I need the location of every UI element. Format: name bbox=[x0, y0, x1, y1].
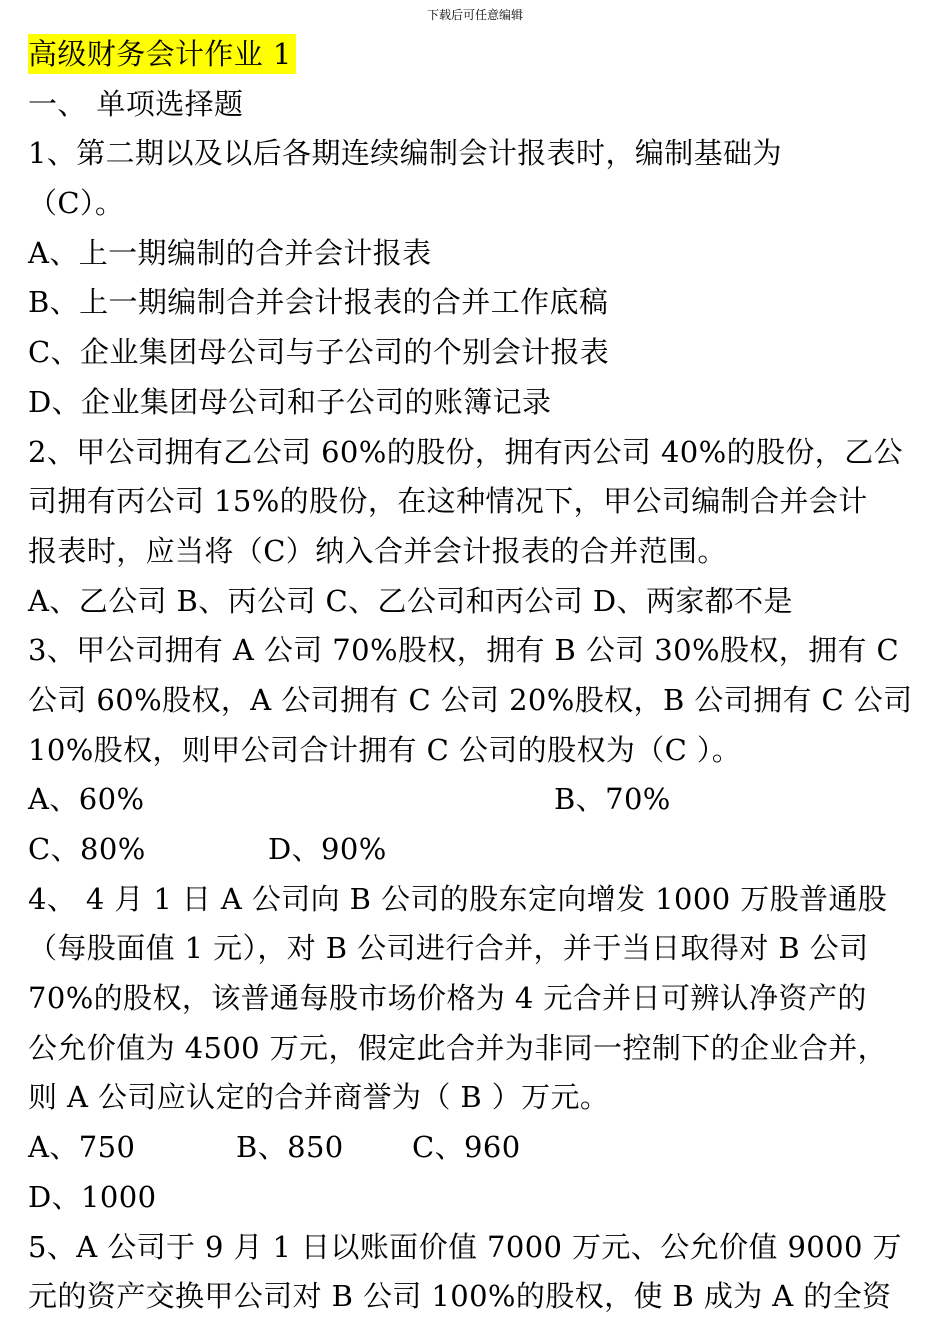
q3-stem-line-2: 公司 60%股权，A 公司拥有 C 公司 20%股权，B 公司拥有 C 公司 bbox=[28, 682, 913, 717]
q1-stem-line-1: 1、第二期以及以后各期连续编制会计报表时，编制基础为 bbox=[28, 136, 782, 171]
q4-stem-line-2: （每股面值 1 元），对 B 公司进行合并，并于当日取得对 B 公司 bbox=[28, 931, 869, 966]
q1-option-a: A、上一期编制的合并会计报表 bbox=[28, 235, 432, 270]
q4-option-a: A、750 bbox=[28, 1130, 136, 1165]
q4-stem-line-5: 则 A 公司应认定的合并商誉为（ B ）万元。 bbox=[28, 1080, 610, 1115]
document-body bbox=[28, 30, 928, 1322]
q3-stem-line-3: 10%股权，则甲公司合计拥有 C 公司的股权为（C ）。 bbox=[28, 732, 742, 767]
q1-option-b: B、上一期编制合并会计报表的合并工作底稿 bbox=[28, 285, 609, 320]
q4-option-b: B、850 bbox=[236, 1130, 344, 1165]
q1-option-c: C、企业集团母公司与子公司的个别会计报表 bbox=[28, 335, 610, 370]
page-header-note: 下载后可任意编辑 bbox=[426, 8, 523, 22]
q3-options-row-2 bbox=[28, 825, 928, 875]
q2-stem-line-3: 报表时，应当将（C）纳入合并会计报表的合并范围。 bbox=[28, 533, 727, 568]
document-title: 高级财务会计作业 1 bbox=[28, 34, 296, 74]
q5-stem-line-1: 5、A 公司于 9 月 1 日以账面价值 7000 万元、公允价值 9000 万 bbox=[28, 1229, 902, 1264]
q5-stem-line-2: 元的资产交换甲公司对 B 公司 100%的股权，使 B 成为 A 的全资 bbox=[28, 1279, 892, 1314]
title-line bbox=[28, 30, 928, 80]
q4-option-c: C、960 bbox=[412, 1130, 521, 1165]
q4-option-d: D、1000 bbox=[28, 1179, 157, 1214]
q2-stem-line-1: 2、甲公司拥有乙公司 60%的股份，拥有丙公司 40%的股份，乙公 bbox=[28, 434, 904, 469]
q1-stem-line-2: （C）。 bbox=[28, 186, 125, 221]
q4-stem-line-4: 公允价值为 4500 万元，假定此合并为非同一控制下的企业合并， bbox=[28, 1030, 888, 1065]
q3-option-c: C、80% bbox=[28, 832, 146, 866]
q2-options: A、乙公司 B、丙公司 C、乙公司和丙公司 D、两家都不是 bbox=[28, 583, 793, 618]
q3-options-row-1 bbox=[28, 775, 928, 825]
q4-stem-line-1: 4、 4 月 1 日 A 公司向 B 公司的股东定向增发 1000 万股普通股 bbox=[28, 881, 888, 916]
section-heading: 一、 单项选择题 bbox=[28, 86, 244, 121]
q2-stem-line-2: 司拥有丙公司 15%的股份，在这种情况下，甲公司编制合并会计 bbox=[28, 484, 868, 519]
q1-option-d: D、企业集团母公司和子公司的账簿记录 bbox=[28, 384, 552, 419]
q3-stem-line-1: 3、甲公司拥有 A 公司 70%股权，拥有 B 公司 30%股权，拥有 C bbox=[28, 633, 900, 668]
q4-stem-line-3: 70%的股权，该普通每股市场价格为 4 元合并日可辨认净资产的 bbox=[28, 981, 867, 1016]
q4-options-row-1 bbox=[28, 1123, 928, 1173]
q3-option-a: A、60% bbox=[28, 782, 145, 817]
q3-option-b: B、70% bbox=[554, 782, 671, 817]
q3-option-d: D、90% bbox=[268, 832, 387, 866]
